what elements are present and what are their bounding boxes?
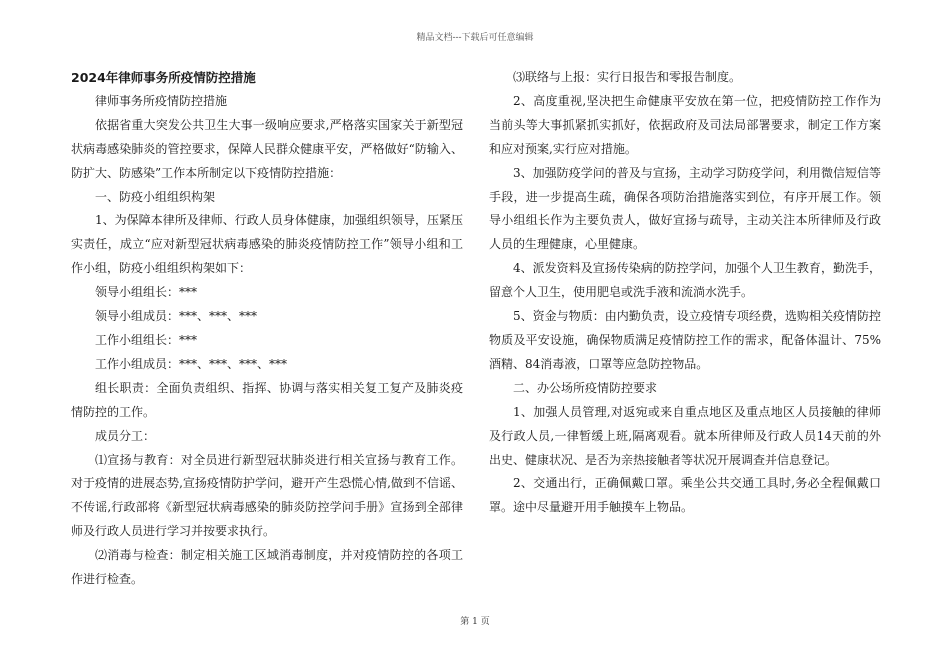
paragraph-item-4: 4、派发资料及宣扬传染病的防控学问，加强个人卫生教育，勤洗手，留意个人卫生，使用肥皂或洗手液和流淌水洗手。: [489, 261, 881, 300]
page-header: 精品文档---下载后可任意编辑: [416, 33, 534, 43]
division-item-1: ⑴宣扬与教育：对全员进行新型冠状肺炎进行相关宣扬与教育工作。对于疫情的进展态势,宣扬疫情防护学问，避开产生恐慌心情,做到不信谣、不传谣,行政部将《新型冠状病毒感染的肺炎防控学问手册》宣扬到全部律师及行政人员进行学习并按要求执行。: [71, 452, 463, 539]
leader-members-line: 领导小组成员：***、***、***: [95, 309, 258, 324]
page-footer: 第 1 页: [460, 617, 490, 627]
paragraph-item-1: 1、为保障本律所及律师、行政人员身体健康，加强组织领导，压紧压实责任，成立“应对新型冠状病毒感染的肺炎疫情防控工作”领导小组和工作小组，防疫小组组织构架如下：: [71, 213, 463, 276]
left-column: [71, 66, 463, 592]
office-item-2: 2、交通出行，正确佩戴口罩。乘坐公共交通工具时,务必全程佩戴口罩。途中尽量避开用手触摸车上物品。: [489, 476, 881, 515]
document-subtitle: 律师事务所疫情防控措施: [95, 93, 228, 108]
division-heading: 成员分工：: [95, 428, 156, 443]
duty-paragraph: 组长职责：全面负责组织、指挥、协调与落实相关复工复产及肺炎疫情防控的工作。: [71, 380, 463, 419]
document-title: 2024年律师事务所疫情防控措施: [71, 70, 256, 85]
paragraph-item-2: 2、高度重视,坚决把生命健康平安放在第一位，把疫情防控工作作为当前头等大事抓紧抓实抓好，依据政府及司法局部署要求，制定工作方案和应对预案,实行应对措施。: [489, 93, 881, 156]
section-heading-1: 一、防疫小组组织构架: [95, 189, 216, 204]
paragraph-item-5: 5、资金与物质：由内勤负责，设立疫情专项经费，选购相关疫情防控物质及平安设施，确保物质满足疫情防控工作的需求，配备体温计、75%酒精、84消毒液，口罩等应急防控物品。: [489, 309, 881, 371]
right-column: [489, 66, 881, 520]
leader-line: 领导小组组长：***: [95, 285, 198, 300]
work-leader-line: 工作小组组长：***: [95, 332, 198, 347]
section-heading-2: 二、办公场所疫情防控要求: [513, 380, 658, 395]
division-item-3: ⑶联络与上报：实行日报告和零报告制度。: [513, 70, 742, 84]
division-item-2: ⑵消毒与检查：制定相关施工区域消毒制度，并对疫情防控的各项工作进行检查。: [71, 548, 463, 587]
intro-paragraph: 依据省重大突发公共卫生大事一级响应要求,严格落实国家关于新型冠状病毒感染肺炎的管控要求，保障人民群众健康平安，严格做好“防输入、防扩大、防感染”工作本所制定以下疫情防控措施：: [71, 117, 463, 180]
office-item-1: 1、加强人员管理,对返宛或来自重点地区及重点地区人员接触的律师及行政人员,一律暂缓上班,隔离观看。就本所律师及行政人员14天前的外出史、健康状况、是否为亲热接触者等状况开展调查并信息登记。: [489, 404, 881, 467]
work-members-line: 工作小组成员：***、***、***、***: [95, 356, 288, 371]
paragraph-item-3: 3、加强防疫学问的普及与宣扬，主动学习防疫学问，利用微信短信等手段，进一步提高生疏，确保各项防治措施落实到位，有序开展工作。领导小组组长作为主要负责人，做好宣扬与疏导，主动关注本所律师及行政人员的生理健康，心里健康。: [489, 165, 881, 252]
